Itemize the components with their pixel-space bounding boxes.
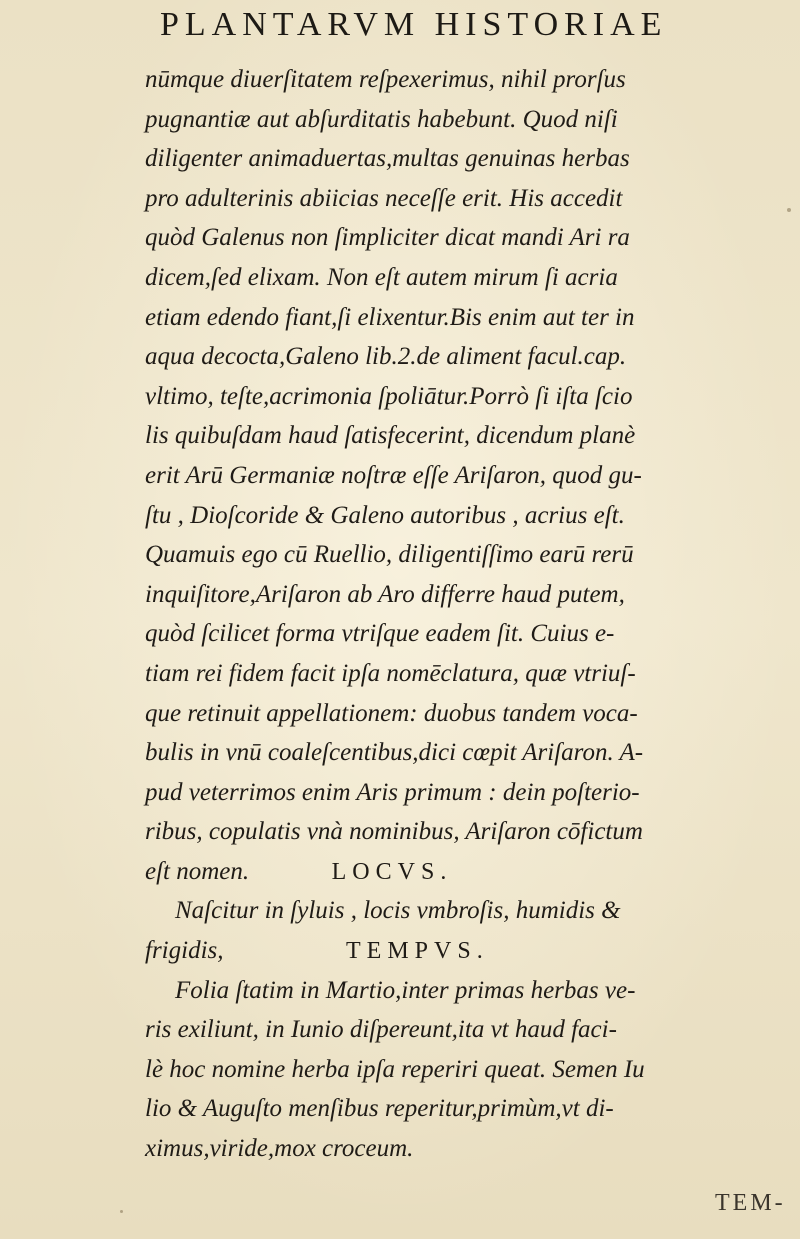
locus-heading-row (145, 852, 795, 892)
text-line: nūmque diuerſitatem reſpexerimus, nihil prorſus (145, 66, 626, 93)
tempus-text-line: ximus,viride,mox croceum. (145, 1135, 414, 1163)
text-line: tiam rei fidem facit ipſa nomēclatura, quæ vtriuſ- (145, 659, 636, 687)
text-line: dicem,ſed elixam. Non eſt autem mirum ſi acria (145, 263, 618, 291)
text-line: inquiſitore,Ariſaron ab Aro differre haud putem, (145, 580, 625, 608)
text-line: vltimo, teſte,acrimonia ſpoliātur.Porrò ſi iſta ſcio (145, 382, 633, 410)
text-line: eſt nomen. (145, 857, 250, 885)
text-line: erit Arū Germaniæ noſtræ eſſe Ariſaron, quod gu- (145, 461, 642, 489)
tempus-text-line: ris exiliunt, in Iunio diſpereunt,ita vt haud faci- (145, 1016, 617, 1044)
section-heading-locus: LOCVS. (331, 858, 453, 885)
body-text (145, 60, 795, 1169)
text-line: quòd ſcilicet forma vtriſque eadem ſit. Cuius e- (145, 620, 615, 648)
text-line: pugnantiæ aut abſurditatis habebunt. Quod niſi (145, 105, 618, 133)
catchword: TEM- (715, 1190, 786, 1216)
text-line: pud veterrimos enim Aris primum : dein poſterio- (145, 778, 640, 806)
tempus-text-line: lio & Auguſto menſibus reperitur,primùm,vt di- (145, 1095, 614, 1123)
text-line: aqua decocta,Galeno lib.2.de aliment facul.cap. (145, 343, 627, 371)
text-line: Quamuis ego cū Ruellio, diligentiſſimo earū rerū (145, 541, 634, 569)
text-line: ribus, copulatis vnà nominibus, Ariſaron cōfictum (145, 818, 643, 846)
text-line: que retinuit appellationem: duobus tandem voca- (145, 699, 638, 727)
text-line: pro adulterinis abiicias neceſſe erit. His accedit (145, 184, 623, 212)
tempus-heading-row (145, 931, 795, 971)
text-line: bulis in vnū coaleſcentibus,dici cœpit Ariſaron. A- (145, 739, 644, 767)
tempus-text-line: lè hoc nomine herba ipſa reperiri queat. Semen Iu (145, 1055, 645, 1083)
locus-text-line (145, 891, 795, 931)
locus-text: Naſcitur in ſyluis , locis vmbroſis, humidis & (175, 897, 621, 925)
text-line: diligenter animaduertas,multas genuinas herbas (145, 145, 630, 173)
text-line: ſtu , Dioſcoride & Galeno autoribus , acrius eſt. (145, 501, 625, 529)
locus-text: frigidis, (145, 937, 224, 965)
paper-spot (787, 208, 791, 212)
tempus-text: Folia ſtatim in Martio,inter primas herbas ve- (175, 976, 636, 1004)
text-line: lis quibuſdam haud ſatisfecerint, dicendum planè (145, 422, 636, 450)
running-header: PLANTARVM HISTORIAE (160, 6, 668, 43)
text-line: etiam edendo fiant,ſi elixentur.Bis enim aut ter in (145, 303, 635, 331)
tempus-text-line (145, 971, 795, 1011)
text-line: quòd Galenus non ſimpliciter dicat mandi Ari ra (145, 224, 630, 252)
section-heading-tempus: TEMPVS. (346, 938, 489, 965)
paper-spot (120, 1210, 123, 1213)
